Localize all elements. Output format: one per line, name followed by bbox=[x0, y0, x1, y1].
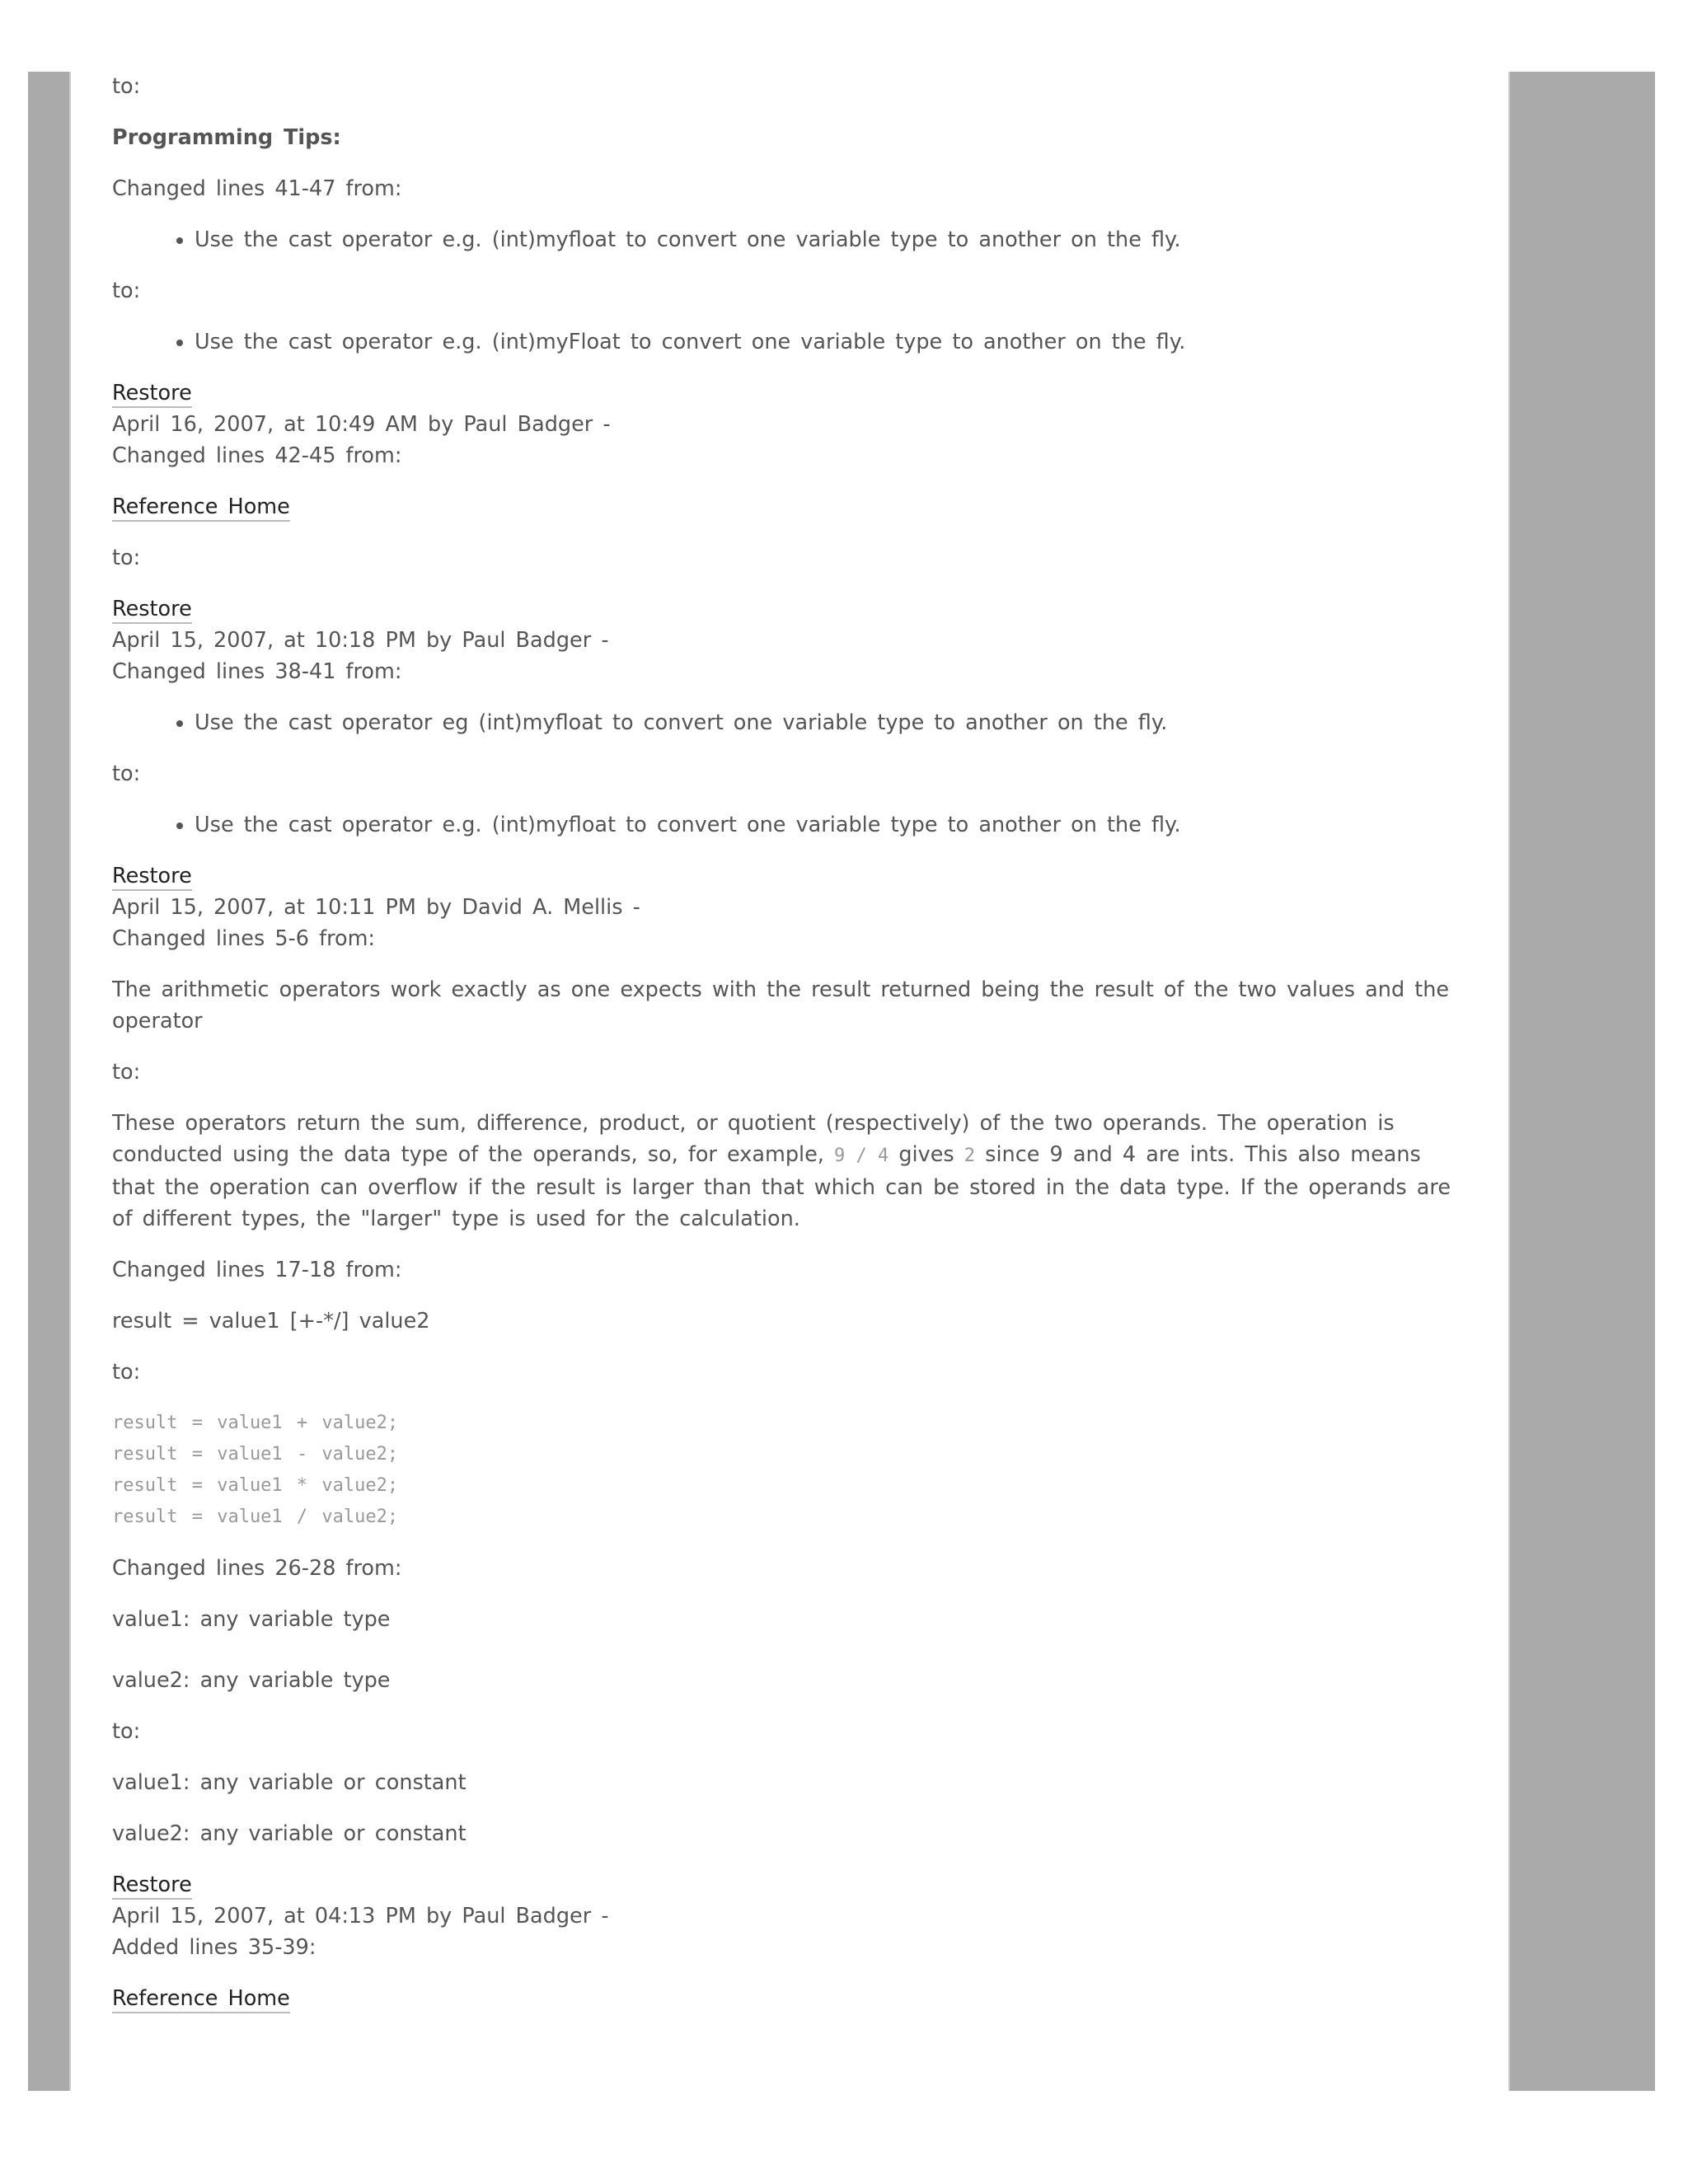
restore-link[interactable]: Restore bbox=[112, 597, 192, 624]
code-line: result = value1 / value2; bbox=[112, 1507, 399, 1527]
diff-to-list bbox=[112, 809, 1454, 841]
right-gutter bbox=[1510, 72, 1655, 2091]
diff-to-label: to: bbox=[112, 74, 141, 99]
diff-to-label: to: bbox=[112, 279, 141, 303]
code-line: result = value1 + value2; bbox=[112, 1413, 399, 1433]
list-item: • Use the cast operator e.g. (int)myfloat to convert one variable type to another on the fly. bbox=[195, 224, 1454, 255]
diff-change-line: Changed lines 5-6 from: bbox=[112, 926, 376, 951]
revision-meta: April 15, 2007, at 04:13 PM by Paul Badger - bbox=[112, 1904, 609, 1929]
restore-link-row bbox=[112, 593, 1454, 625]
diff-change-line: Changed lines 42-45 from: bbox=[112, 443, 402, 468]
restore-link[interactable]: Restore bbox=[112, 864, 192, 891]
left-gutter bbox=[28, 72, 69, 2091]
reference-home-link[interactable]: Reference Home bbox=[112, 1986, 290, 2013]
new-description: These operators return the sum, difference, product, or quotient (respectively) of the two operands. The operation is conducted using the data type of the operands, so, for example, 9 / 4 gives 2 since 9 and 4 are ints. This also means that the operation can overflow if the result is larger than that which can be stored in the data type. If the operands are of different types, the "larger" type is used for the calculation. bbox=[112, 1111, 1451, 1231]
programming-tips-heading: Programming Tips: bbox=[112, 125, 341, 150]
restore-link[interactable]: Restore bbox=[112, 381, 192, 408]
revision-meta: April 15, 2007, at 10:11 PM by David A. Mellis - bbox=[112, 895, 640, 920]
restore-link-row bbox=[112, 1869, 1454, 1900]
code-block bbox=[112, 1408, 1454, 1533]
page-history-content bbox=[112, 71, 1454, 2034]
list-item: • Use the cast operator e.g. (int)myFloat to convert one variable type to another on the fly. bbox=[195, 326, 1454, 358]
diff-change-line: Changed lines 38-41 from: bbox=[112, 659, 402, 684]
revision-meta: April 15, 2007, at 10:18 PM by Paul Badger - bbox=[112, 628, 609, 653]
old-param: value2: any variable type bbox=[112, 1668, 391, 1693]
diff-change-line: Changed lines 26-28 from: bbox=[112, 1556, 402, 1581]
old-syntax: result = value1 [+-*/] value2 bbox=[112, 1309, 430, 1333]
diff-to-label: to: bbox=[112, 1060, 141, 1085]
diff-change-line: Changed lines 17-18 from: bbox=[112, 1258, 402, 1282]
reference-home-link[interactable]: Reference Home bbox=[112, 494, 290, 522]
diff-to-label: to: bbox=[112, 1360, 141, 1385]
restore-link-row bbox=[112, 377, 1454, 409]
diff-to-list bbox=[112, 326, 1454, 358]
diff-change-line: Changed lines 41-47 from: bbox=[112, 176, 402, 201]
restore-link-row bbox=[112, 860, 1454, 892]
code-line: result = value1 * value2; bbox=[112, 1475, 399, 1496]
old-description: The arithmetic operators work exactly as one expects with the result returned being the result of the two values and the operator bbox=[112, 977, 1450, 1033]
left-gutter-edge bbox=[69, 72, 71, 2091]
restore-link[interactable]: Restore bbox=[112, 1872, 192, 1900]
list-item: • Use the cast operator eg (int)myfloat to convert one variable type to another on the fly. bbox=[195, 707, 1454, 738]
list-item: • Use the cast operator e.g. (int)myfloat to convert one variable type to another on the fly. bbox=[195, 809, 1454, 841]
reference-home-row bbox=[112, 491, 1454, 523]
inline-code: 2 bbox=[964, 1146, 976, 1166]
revision-meta: April 16, 2007, at 10:49 AM by Paul Badger - bbox=[112, 412, 611, 437]
diff-to-label: to: bbox=[112, 1719, 141, 1744]
diff-from-list bbox=[112, 707, 1454, 738]
old-param: value1: any variable type bbox=[112, 1607, 391, 1632]
diff-from-list bbox=[112, 224, 1454, 255]
new-param: value2: any variable or constant bbox=[112, 1821, 467, 1846]
reference-home-row bbox=[112, 1983, 1454, 2014]
diff-to-label: to: bbox=[112, 762, 141, 786]
code-line: result = value1 - value2; bbox=[112, 1444, 399, 1465]
diff-to-label: to: bbox=[112, 546, 141, 570]
diff-change-line: Added lines 35-39: bbox=[112, 1935, 316, 1960]
inline-code: 9 / 4 bbox=[834, 1146, 889, 1166]
new-param: value1: any variable or constant bbox=[112, 1770, 467, 1795]
